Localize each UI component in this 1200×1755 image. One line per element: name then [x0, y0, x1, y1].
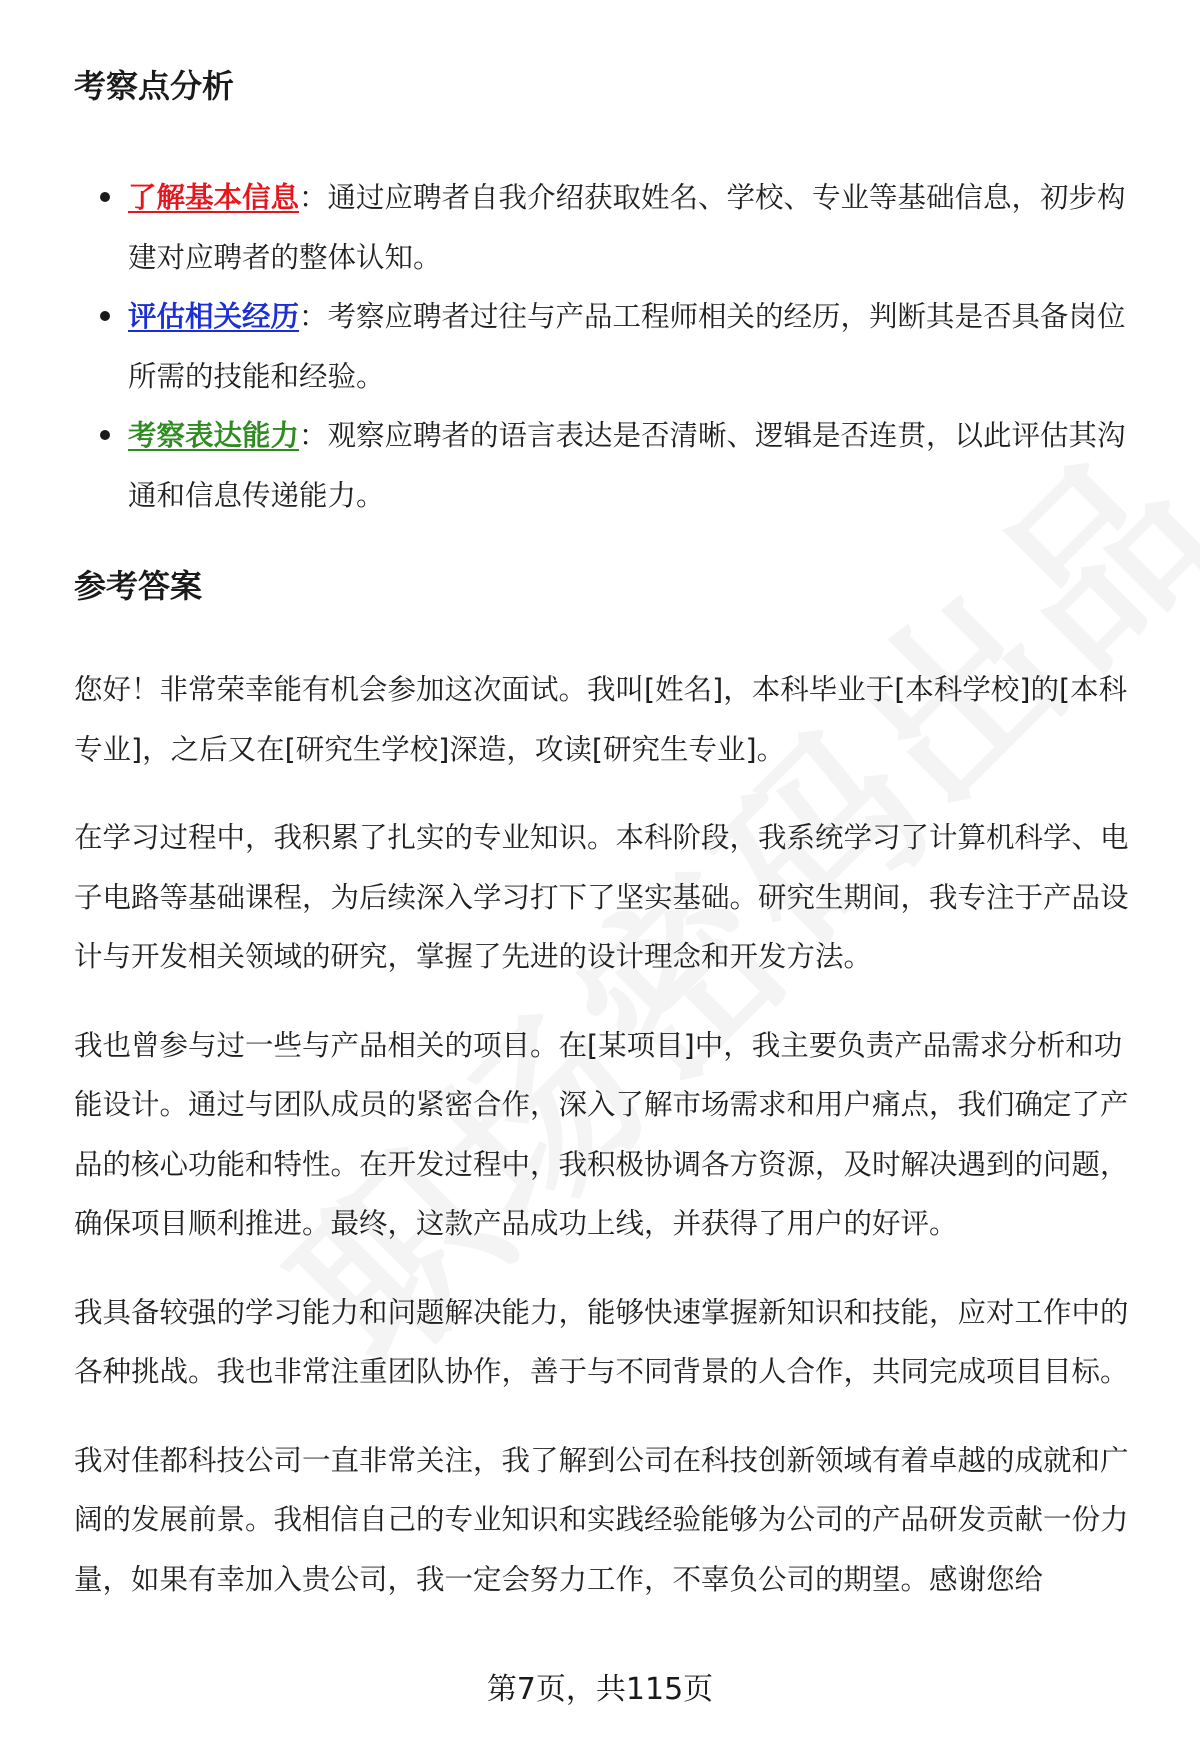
bullet-text: ：考察应聘者过往与产品工程师相关的经历，判断其是否具备岗位所需的技能和经验。 — [128, 300, 1126, 393]
bullet-dot-icon — [100, 192, 110, 202]
analysis-list — [74, 168, 1144, 525]
paragraph-intro: 您好！非常荣幸能有机会参加这次面试。我叫[姓名]，本科毕业于[本科学校]的[本科专业]，之后又在[研究生学校]深造，攻读[研究生专业]。 — [74, 673, 1128, 766]
list-item — [74, 287, 1144, 406]
bullet-text: ：通过应聘者自我介绍获取姓名、学校、专业等基础信息，初步构建对应聘者的整体认知。 — [128, 181, 1126, 274]
answer-heading: 参考答案 — [74, 567, 203, 605]
paragraph-project: 我也曾参与过一些与产品相关的项目。在[某项目]中，我主要负责产品需求分析和功能设计。通过与团队成员的紧密合作，深入了解市场需求和用户痛点，我们确定了产品的核心功能和特性。在开发过程中，我积极协调各方资源，及时解决遇到的问题，确保项目顺利推进。最终，这款产品成功上线，并获得了用户的好评。 — [74, 1028, 1129, 1240]
bullet-dot-icon — [100, 311, 110, 321]
list-item — [74, 168, 1144, 287]
keyword-basic-info: 了解基本信息 — [128, 181, 300, 214]
bullet-text: ：观察应聘者的语言表达是否清晰、逻辑是否连贯，以此评估其沟通和信息传递能力。 — [128, 419, 1126, 512]
page-number: 第7页，共115页 — [486, 1672, 714, 1707]
paragraph-company: 我对佳都科技公司一直非常关注，我了解到公司在科技创新领域有着卓越的成就和广阔的发展前景。我相信自己的专业知识和实践经验能够为公司的产品研发贡献一份力量，如果有幸加入贵公司，我一定会努力工作，不辜负公司的期望。感谢您给 — [74, 1443, 1129, 1596]
analysis-heading: 考察点分析 — [74, 67, 235, 105]
keyword-expression: 考察表达能力 — [128, 419, 300, 452]
answer-body — [74, 660, 1146, 1638]
paragraph-study: 在学习过程中，我积累了扎实的专业知识。本科阶段，我系统学习了计算机科学、电子电路等基础课程，为后续深入学习打下了坚实基础。研究生期间，我专注于产品设计与开发相关领域的研究，掌握了先进的设计理念和开发方法。 — [74, 821, 1129, 973]
paragraph-abilities: 我具备较强的学习能力和问题解决能力，能够快速掌握新知识和技能，应对工作中的各种挑战。我也非常注重团队协作，善于与不同背景的人合作，共同完成项目目标。 — [74, 1295, 1129, 1388]
bullet-dot-icon — [100, 430, 110, 440]
keyword-experience: 评估相关经历 — [128, 300, 300, 333]
list-item — [74, 406, 1144, 525]
